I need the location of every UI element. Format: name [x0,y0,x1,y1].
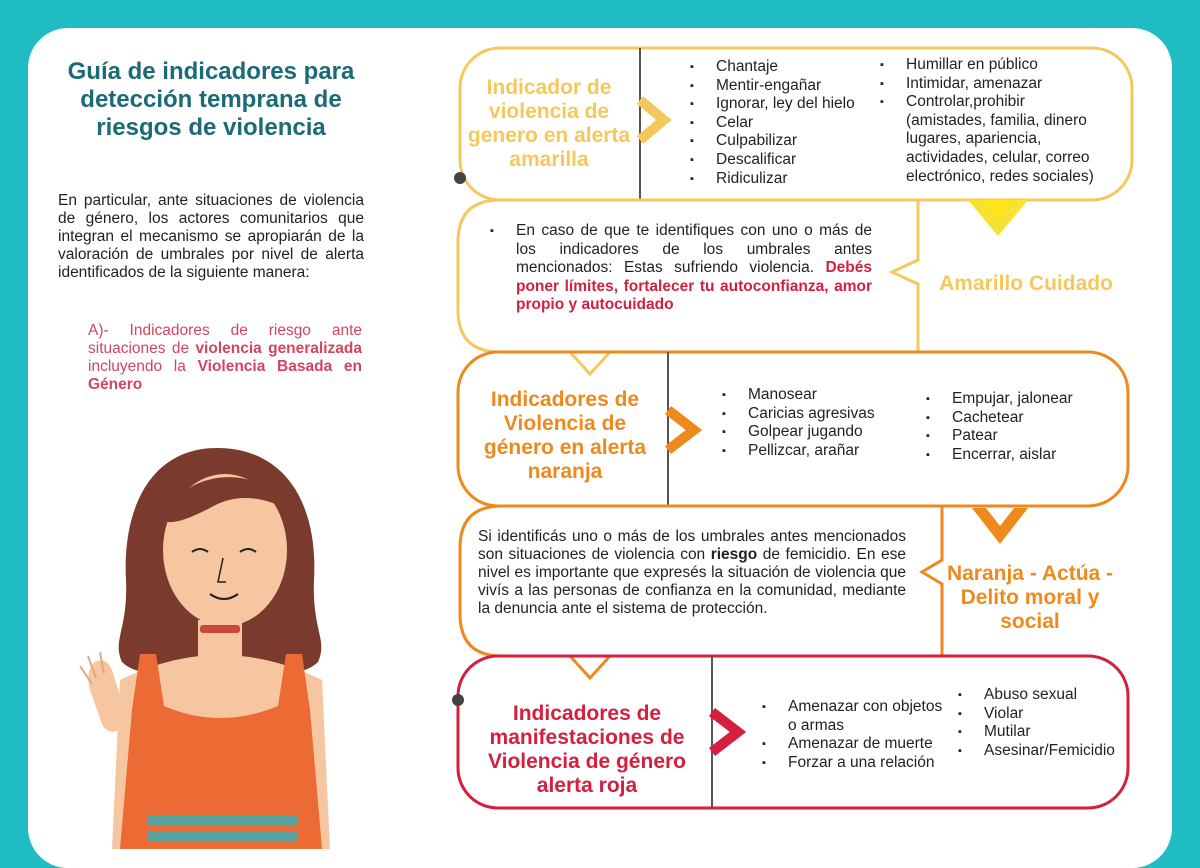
yellow-dot [454,172,466,184]
list-item: ▪ Controlar,prohibir (amistades, familia, dinero lugares, apariencia, actividades, celular, correo electrónico, redes sociales) [880,93,1108,186]
list-item: ▪ Asesinar/Femicidio [958,742,1108,761]
yellow-message [490,222,872,315]
red-indicator-list-1 [762,698,948,772]
list-item: ▪ Humillar en público [880,56,1108,75]
list-item: ▪ Ridiculizar [690,170,870,189]
yellow-chevron [640,100,664,140]
intro-paragraph: En particular, ante situaciones de violencia de género, los actores comunitarios que integran el mecanismo se apropiarán de la valoración de umbrales por nivel de alerta identificados de la siguiente manera: [58,192,364,281]
list-item: ▪ Caricias agresivas [722,405,912,424]
list-item: ▪ Pellizcar, arañar [722,442,912,461]
list-item: ▪ Mentir-engañar [690,77,870,96]
orange-chevron [668,410,694,450]
orange-level-label: Naranja - Actúa - Delito moral y social [946,562,1114,633]
section-a-text: A)- Indicadores de riesgo ante situaciones de violencia generalizada incluyendo la Violencia Basada en Género [88,322,362,393]
list-item: ▪ Amenazar con objetos o armas [762,698,948,735]
list-item: ▪ Amenazar de muerte [762,735,948,754]
list-item: ▪ Empujar, jalonear [926,390,1106,409]
list-item: ▪ Violar [958,705,1108,724]
list-item: ▪ Manosear [722,386,912,405]
list-item: ▪ Descalificar [690,151,870,170]
list-item: ▪ Cachetear [926,409,1106,428]
yellow-indicator-list-2 [880,56,1108,186]
list-item: ▪ Ignorar, ley del hielo [690,95,870,114]
red-alert-heading: Indicadores de manifestaciones de Violencia de género alerta roja [487,702,686,797]
list-item: ▪ Forzar a una relación [762,754,948,773]
orange-alert-heading: Indicadores de Violencia de género en alerta naranja [483,388,647,483]
orange-down-arrow [972,508,1028,544]
list-item: ▪ Intimidar, amenazar [880,75,1108,94]
yellow-message-text: ▪ En caso de que te identifiques con uno o más de los indicadores de los umbrales antes mencionados: Estas sufriendo violencia. Debés poner límites, fortalecer tu autoconfianza, amor propio y autocuidado [490,222,872,315]
list-item: ▪ Celar [690,114,870,133]
list-item: ▪ Patear [926,427,1106,446]
woman-illustration [60,440,380,849]
yellow-indicator-list-1 [690,58,870,188]
list-item: ▪ Culpabilizar [690,132,870,151]
list-item: ▪ Golpear jugando [722,423,912,442]
list-item: ▪ Chantaje [690,58,870,77]
orange-indicator-list-1 [722,386,912,460]
red-indicator-list-2 [958,686,1115,760]
page-title: Guía de indicadores para detección temprana de riesgos de violencia [67,58,355,141]
list-item: ▪ Mutilar [958,723,1108,742]
list-item: ▪ Abuso sexual [958,686,1108,705]
list-item: ▪ Encerrar, aislar [926,446,1106,465]
orange-message: Si identificás uno o más de los umbrales antes mencionados son situaciones de violencia con riesgo de femicidio. En ese nivel es importante que expresés la situación de violencia que vivís a las personas de confianza en la comunidad, mediante la denuncia ante el sistema de protección. [478,528,906,617]
yellow-level-label: Amarillo Cuidado [939,272,1113,295]
yellow-alert-heading: Indicador de violencia de genero en alerta amarilla [467,76,631,171]
red-dot [452,694,464,706]
red-chevron [712,712,738,752]
orange-indicator-list-2 [926,390,1106,464]
